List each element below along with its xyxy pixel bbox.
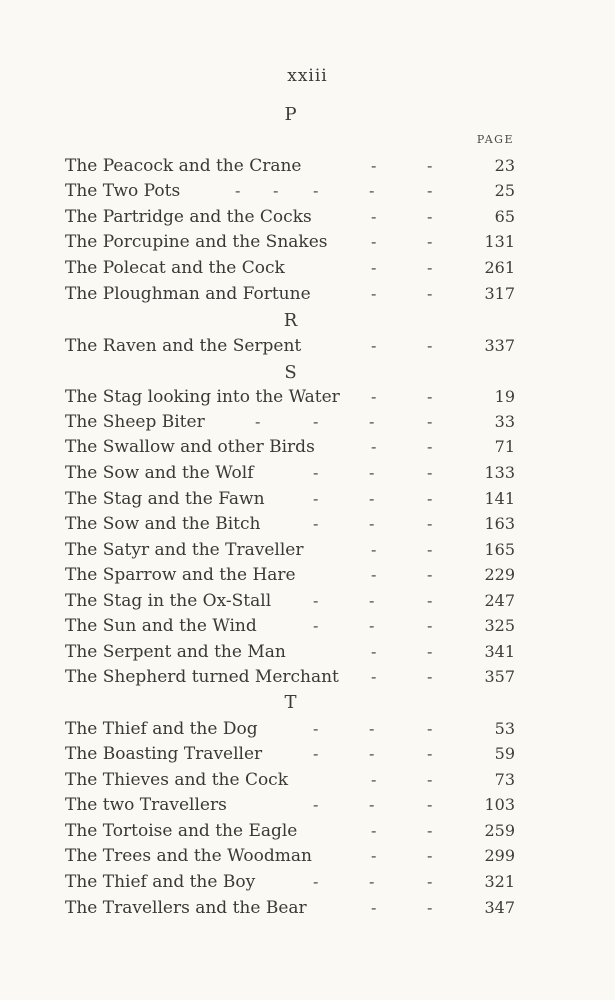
- leader-dash: -: [313, 514, 319, 533]
- index-entry: [65, 872, 515, 896]
- leader-dash: -: [427, 872, 433, 891]
- leader-dash: -: [427, 616, 433, 635]
- entry-title: The Ploughman and Fortune: [65, 284, 311, 304]
- index-entry: [65, 412, 515, 436]
- leader-dash: -: [235, 181, 241, 200]
- entry-page-number: 163: [484, 514, 515, 533]
- entry-page-number: 19: [494, 387, 515, 406]
- index-entry: [65, 667, 515, 691]
- index-entry: [65, 540, 515, 564]
- leader-dash: -: [369, 795, 375, 814]
- section-letter-s: S: [284, 362, 297, 383]
- index-entry: [65, 284, 515, 308]
- entry-page-number: 247: [484, 591, 515, 610]
- index-entry: [65, 719, 515, 743]
- leader-dash: -: [427, 232, 433, 251]
- section-letter-r: R: [283, 310, 298, 331]
- leader-dash: -: [371, 846, 377, 865]
- index-entry: [65, 846, 515, 870]
- leader-dash: -: [369, 514, 375, 533]
- leader-dash: -: [427, 284, 433, 303]
- index-entry: [65, 565, 515, 589]
- entry-page-number: 341: [484, 642, 515, 661]
- entry-page-number: 259: [484, 821, 515, 840]
- leader-dash: -: [313, 795, 319, 814]
- entry-page-number: 347: [484, 898, 515, 917]
- entry-page-number: 65: [494, 207, 515, 226]
- leader-dash: -: [369, 872, 375, 891]
- leader-dash: -: [371, 232, 377, 251]
- leader-dash: -: [369, 744, 375, 763]
- index-entry: [65, 181, 515, 205]
- leader-dash: -: [427, 565, 433, 584]
- index-entry: [65, 463, 515, 487]
- entry-title: The Two Pots: [65, 181, 181, 201]
- entry-title: The Peacock and the Crane: [65, 156, 302, 176]
- entry-page-number: 141: [484, 489, 515, 508]
- entry-title: The Sow and the Wolf: [65, 463, 254, 483]
- leader-dash: -: [427, 514, 433, 533]
- entry-title: The Porcupine and the Snakes: [65, 232, 328, 252]
- leader-dash: -: [313, 591, 319, 610]
- index-entry: [65, 336, 515, 360]
- leader-dash: -: [427, 181, 433, 200]
- leader-dash: -: [427, 207, 433, 226]
- page-column-header: PAGE: [476, 133, 514, 146]
- index-entry: [65, 489, 515, 513]
- leader-dash: -: [371, 540, 377, 559]
- leader-dash: -: [427, 463, 433, 482]
- leader-dash: -: [427, 489, 433, 508]
- entry-title: The Thief and the Dog: [65, 719, 258, 739]
- leader-dash: -: [427, 770, 433, 789]
- section-letter-p: P: [284, 104, 297, 125]
- leader-dash: -: [427, 795, 433, 814]
- index-entry: [65, 591, 515, 615]
- leader-dash: -: [427, 846, 433, 865]
- entry-title: The Sparrow and the Hare: [65, 565, 296, 585]
- entry-title: The Stag in the Ox-Stall: [65, 591, 272, 611]
- page-number: xxiii: [287, 66, 328, 86]
- index-entry: [65, 642, 515, 666]
- entry-page-number: 131: [484, 232, 515, 251]
- entry-page-number: 73: [494, 770, 515, 789]
- leader-dash: -: [369, 412, 375, 431]
- leader-dash: -: [427, 719, 433, 738]
- entry-title: The Raven and the Serpent: [65, 336, 302, 356]
- entry-page-number: 299: [484, 846, 515, 865]
- leader-dash: -: [313, 744, 319, 763]
- leader-dash: -: [371, 642, 377, 661]
- leader-dash: -: [313, 616, 319, 635]
- entry-page-number: 357: [484, 667, 515, 686]
- entry-page-number: 229: [484, 565, 515, 584]
- entry-title: The Thieves and the Cock: [65, 770, 289, 790]
- entry-page-number: 321: [484, 872, 515, 891]
- leader-dash: -: [369, 489, 375, 508]
- index-entry: [65, 437, 515, 461]
- entry-page-number: 261: [484, 258, 515, 277]
- index-entry: [65, 744, 515, 768]
- entry-title: The Serpent and the Man: [65, 642, 286, 662]
- leader-dash: -: [371, 207, 377, 226]
- entry-page-number: 25: [494, 181, 515, 200]
- index-entry: [65, 232, 515, 256]
- leader-dash: -: [313, 489, 319, 508]
- index-entry: [65, 616, 515, 640]
- leader-dash: -: [273, 181, 279, 200]
- leader-dash: -: [313, 463, 319, 482]
- entry-title: The two Travellers: [65, 795, 227, 815]
- leader-dash: -: [427, 437, 433, 456]
- leader-dash: -: [371, 898, 377, 917]
- leader-dash: -: [313, 412, 319, 431]
- leader-dash: -: [427, 540, 433, 559]
- leader-dash: -: [427, 336, 433, 355]
- leader-dash: -: [371, 667, 377, 686]
- entry-title: The Stag looking into the Water: [65, 387, 340, 407]
- entry-page-number: 337: [484, 336, 515, 355]
- entry-title: The Trees and the Woodman: [65, 846, 312, 866]
- leader-dash: -: [427, 258, 433, 277]
- section-letter-t: T: [284, 692, 297, 713]
- entry-page-number: 133: [484, 463, 515, 482]
- entry-title: The Satyr and the Traveller: [65, 540, 304, 560]
- entry-page-number: 23: [494, 156, 515, 175]
- entry-title: The Sun and the Wind: [65, 616, 257, 636]
- leader-dash: -: [371, 258, 377, 277]
- entry-title: The Thief and the Boy: [65, 872, 256, 892]
- entry-page-number: 165: [484, 540, 515, 559]
- entry-page-number: 317: [484, 284, 515, 303]
- leader-dash: -: [371, 156, 377, 175]
- entry-title: The Sow and the Bitch: [65, 514, 261, 534]
- leader-dash: -: [369, 591, 375, 610]
- leader-dash: -: [313, 181, 319, 200]
- leader-dash: -: [427, 642, 433, 661]
- index-entry: [65, 156, 515, 180]
- leader-dash: -: [255, 412, 261, 431]
- leader-dash: -: [371, 821, 377, 840]
- entry-page-number: 33: [494, 412, 515, 431]
- entry-title: The Tortoise and the Eagle: [65, 821, 298, 841]
- leader-dash: -: [369, 719, 375, 738]
- leader-dash: -: [371, 336, 377, 355]
- index-entry: [65, 514, 515, 538]
- leader-dash: -: [371, 770, 377, 789]
- leader-dash: -: [369, 181, 375, 200]
- leader-dash: -: [313, 719, 319, 738]
- leader-dash: -: [313, 872, 319, 891]
- index-entry: [65, 207, 515, 231]
- leader-dash: -: [371, 565, 377, 584]
- index-entry: [65, 795, 515, 819]
- index-entry: [65, 821, 515, 845]
- leader-dash: -: [427, 821, 433, 840]
- entry-title: The Polecat and the Cock: [65, 258, 285, 278]
- leader-dash: -: [369, 616, 375, 635]
- entry-page-number: 71: [494, 437, 515, 456]
- entry-title: The Boasting Traveller: [65, 744, 263, 764]
- entry-title: The Sheep Biter: [65, 412, 205, 432]
- index-entry: [65, 258, 515, 282]
- entry-title: The Stag and the Fawn: [65, 489, 265, 509]
- entry-title: The Swallow and other Birds: [65, 437, 315, 457]
- index-entry: [65, 770, 515, 794]
- leader-dash: -: [369, 463, 375, 482]
- leader-dash: -: [371, 284, 377, 303]
- leader-dash: -: [427, 591, 433, 610]
- leader-dash: -: [427, 156, 433, 175]
- leader-dash: -: [427, 667, 433, 686]
- entry-page-number: 103: [484, 795, 515, 814]
- index-entry: [65, 898, 515, 922]
- leader-dash: -: [427, 744, 433, 763]
- leader-dash: -: [427, 898, 433, 917]
- entry-page-number: 59: [494, 744, 515, 763]
- leader-dash: -: [427, 387, 433, 406]
- entry-title: The Travellers and the Bear: [65, 898, 307, 918]
- entry-page-number: 53: [494, 719, 515, 738]
- entry-page-number: 325: [484, 616, 515, 635]
- leader-dash: -: [427, 412, 433, 431]
- entry-title: The Partridge and the Cocks: [65, 207, 312, 227]
- leader-dash: -: [371, 437, 377, 456]
- entry-title: The Shepherd turned Merchant: [65, 667, 339, 687]
- index-entry: [65, 387, 515, 411]
- leader-dash: -: [371, 387, 377, 406]
